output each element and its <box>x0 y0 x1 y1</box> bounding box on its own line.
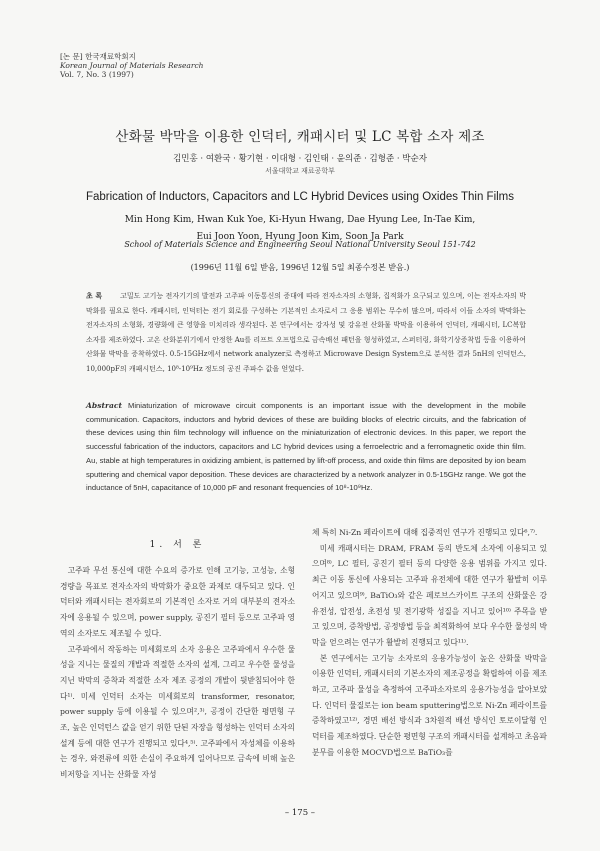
abstract-korean-text: 고밀도 고기능 전자기기의 발전과 고주파 이동통신의 증대에 따라 전자소자의 소형화, 집적화가 요구되고 있으며, 이는 전자소자의 박막화를 필요로 한다. 캐패시터, 인덕터는 전기 회로를 구성하는 기본적인 소자로서 그 응용 범위는 무수히 많으며, 따라서 이들 소자의 박막화는 전자소자의 소형화, 경량화에 큰 영향을 미치리라 생각된다. 본 연구에서는 강자성 및 강유전 산화물 박막을 이용하여 인덕터, 캐패시터, LC복합소자를 제조하였다. 고온 산화분위기에서 안정한 Au를 리프트 오프법으로 금속배선 패턴을 형성하였고, 스퍼터링, 화학기상증착법 등을 이용하여 산화물 박막을 증착하였다. 0.5-15GHz에서 network analyzer로 측정하고 Microwave Design System으로 분석한 결과 5nH의 인덕턴스, 10,000pF의 캐패시턴스, 10⁸-10⁹Hz 정도의 공진 주파수 값을 얻었다. <box>86 292 526 373</box>
paragraph: 고주파 무선 통신에 대한 수요의 증가로 인해 고기능, 고성능, 소형 경량을 목표로 전자소자의 박막화가 중요한 과제로 대두되고 있다. 인덕터와 캐패시터는 전자회로의 기본적인 소자로 거의 대부분의 전자소자에 응용될 수 있으며, power supply, 공진기 필터 등으로 고주파 영역의 소자로도 제조될 수 있다. <box>60 566 295 638</box>
authors-english-line2: Eui Joon Yoon, Hyung Joon Kim, Soon Ja Park <box>196 232 404 242</box>
abstract-english <box>86 399 526 495</box>
affiliation-korean: 서울대학교 재료공학부 <box>265 167 335 175</box>
section-heading: 1. 서 론 <box>149 540 206 550</box>
authors-korean: 김민홍 · 여환국 · 황기현 · 이대형 · 김인태 · 윤의준 · 김형준 · 박순자 <box>173 154 427 164</box>
journal-volume: Vol. 7, No. 3 (1997) <box>60 70 134 79</box>
abstract-english-text: Miniaturization of microwave circuit components is an important issue with the development in the mobile communication. Capacitors, inductors and hybrid devices of these are building blocks of electric circuits, and the fabrication of these devices using thin film technology will influence on the miniaturization of electronic devices. In this paper, we report the successful fabrication of the inductors, capacitors and LC hybrid devices using a ferroelectric and a ferromagnetic oxide thin film. Au, stable at high temperatures in oxidizing ambient, is patterned by lift-off process, and oxide thin films are deposited by ion beam sputtering and chemical vapor deposition. These devices are characterized by a network analyzer in 0.5-15GHz range. We got the inductance of 5nH, capacitance of 10,000 pF and resonant frequencies of 10⁸-10⁹Hz. <box>86 401 526 493</box>
title-korean: 산화물 박막을 이용한 인덕터, 캐패시터 및 LC 복합 소자 제조 <box>115 129 485 145</box>
paragraph: 체 특히 Ni-Zn 페라이트에 대해 집중적인 연구가 진행되고 있다⁶,⁷⁾. <box>312 528 538 537</box>
paragraph: 미세 캐패시터는 DRAM, FRAM 등의 반도체 소자에 이용되고 있으며⁸⁾, LC 필터, 공진기 필터 등의 다양한 응용 범위를 가지고 있다. 최근 이동 통신에 사용되는 고주파 유전체에 대한 연구가 활발히 이루어지고 있으며⁹⁾, BaTiO₃와 같은 페로브스카이트 구조의 산화물은 강유전성, 압전성, 초전성 및 전기광학 성질을 지니고 있어¹⁰⁾ 주목을 받고 있으며, 증착방법, 공정방법 등을 최적화하여 보다 우수한 물성의 박막을 얻으려는 연구가 활발히 진행되고 있다¹¹⁾. <box>312 543 547 647</box>
paragraph: 고주파에서 작동하는 미세회로의 소자 응용은 고주파에서 우수한 물성을 지니는 물질의 개발과 적절한 소자의 설계, 그리고 우수한 물성을 지닌 박막의 증착과 적절한 소자 제조 공정의 개발이 뒷받침되어야 한다¹⁾. 미세 인덕터 소자는 미세회로의 transformer, resonator, power supply 등에 이용될 수 있으며²,³⁾, 공정이 간단한 평면형 구조, 높은 인덕턴스 값을 얻기 위한 단된 자장을 형성하는 인덕터 소자의 설계 등에 대한 연구가 진행되고 있다⁴,⁵⁾. 고주파에서 자성체를 이용하는 경우, 와전류에 의한 손실이 주요하게 일어나므로 금속에 비해 높은 비저항을 지니는 산화물 자성 <box>60 644 295 780</box>
journal-category: [논 문] 한국재료학회지 <box>60 52 136 61</box>
paragraph: 본 연구에서는 고기능 소자로의 응용가능성이 높은 산화물 박막을 이용한 인덕터, 캐패시터의 기본소자의 제조공정을 확립하여 이를 제조하고, 고주파 물성을 측정하여 고주파소자로의 응용가능성을 알아보았다. 인덕터 물질로는 ion beam sputtering법으로 Ni-Zn 페라이트를 증착하였고¹²⁾, 경면 배선 방식과 3차원적 배선 방식인 토로이달형 인덕터를 제조하였다. 단순한 평면형 구조의 캐패시터를 설계하고 초음파 분무를 이용한 MOCVD법으로 BaTiO₃를 <box>312 653 547 757</box>
title-english: Fabrication of Inductors, Capacitors and LC Hybrid Devices using Oxides Thin Films <box>85 191 515 203</box>
received-date: (1996년 11월 6일 받음, 1996년 12월 5일 최종수정본 받음.) <box>190 263 410 272</box>
abstract-korean <box>86 289 526 377</box>
abstract-korean-label: 초 록 <box>86 291 103 300</box>
journal-name: Korean Journal of Materials Research <box>60 61 204 70</box>
abstract-english-label: Abstract <box>86 401 123 410</box>
page-number: – 175 – <box>284 808 316 818</box>
body-left-column <box>60 563 295 783</box>
affiliation-english: School of Materials Science and Engineering Seoul National University Seoul 151-742 <box>124 240 476 249</box>
journal-header <box>60 52 203 79</box>
body-right-column <box>312 525 547 761</box>
authors-english-line1: Min Hong Kim, Hwan Kuk Yoe, Ki-Hyun Hwang, Dae Hyung Lee, In-Tae Kim, <box>124 215 476 225</box>
